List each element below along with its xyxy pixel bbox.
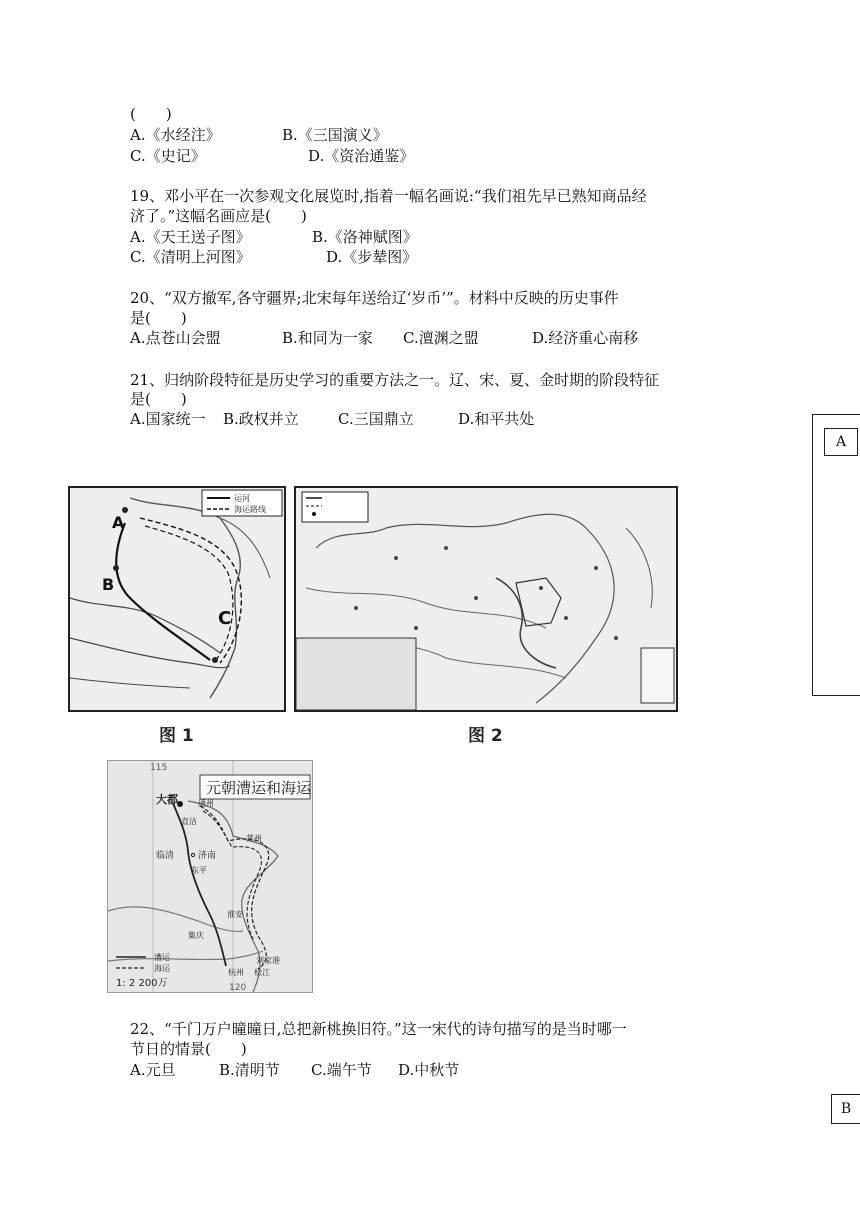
figure-3-place-dongping: 东平	[191, 866, 207, 875]
figure-3-place-songjiang: 松江	[254, 968, 270, 977]
figure-1-map	[68, 486, 286, 712]
q22-stem-line2: 节日的情景( )	[130, 1040, 247, 1058]
q20-option-d: D.经济重心南移	[532, 329, 639, 347]
q18-option-d: D.《资治通鉴》	[308, 147, 415, 165]
side-tag-a: A	[824, 428, 858, 456]
q20-stem-line2: 是( )	[130, 309, 187, 327]
figure-2-caption: 图 2	[468, 726, 503, 746]
figure-3-lon-120: 120	[229, 983, 247, 992]
figure-1-label-c: C	[218, 608, 232, 629]
q18-stem-tail: ( )	[130, 105, 172, 123]
q22-option-c: C.端午节	[311, 1061, 372, 1079]
figure-3-title: 元朝漕运和海运	[206, 779, 312, 797]
figure-2-map	[294, 486, 678, 712]
q20-option-b: B.和同为一家	[282, 329, 373, 347]
figure-1-legend-canal: 运河	[234, 494, 250, 503]
side-box-a	[812, 414, 860, 696]
figure-3-place-zhigu: 直沽	[181, 817, 197, 826]
q21-option-a: A.国家统一	[130, 410, 206, 428]
side-tag-b: B	[831, 1094, 860, 1124]
q20-option-c: C.澶渊之盟	[403, 329, 479, 347]
q20-stem-line1: 20、“双方撤军,各守疆界;北宋每年送给辽‘岁币’”。材料中反映的历史事件	[130, 289, 619, 307]
q20-option-a: A.点苍山会盟	[130, 329, 221, 347]
figure-3-legend-canal: 漕运	[154, 953, 170, 962]
figure-3-place-hangzhou: 杭州	[228, 968, 244, 977]
q19-stem-line2: 济了。”这幅名画应是( )	[130, 207, 307, 225]
figure-1-caption: 图 1	[159, 726, 194, 746]
figure-3-place-tongzhou: 通州	[198, 799, 214, 808]
q21-option-b: B.政权并立	[223, 410, 299, 428]
figure-1-map-drawing	[70, 488, 284, 710]
figure-3-scale: 1: 2 200万	[116, 978, 168, 989]
q22-option-a: A.元旦	[130, 1061, 176, 1079]
figure-1-label-b: B	[102, 575, 115, 594]
q19-option-c: C.《清明上河图》	[130, 248, 251, 266]
q21-option-c: C.三国鼎立	[338, 410, 414, 428]
q18-option-b: B.《三国演义》	[282, 126, 388, 144]
q21-option-d: D.和平共处	[458, 410, 535, 428]
figure-3-place-jiqing: 集庆	[188, 931, 204, 940]
q22-option-b: B.清明节	[219, 1061, 280, 1079]
figure-1-legend-sea-route: 海运路线	[234, 505, 266, 514]
figure-3-place-linqing: 临清	[156, 851, 175, 861]
q18-option-a: A.《水经注》	[130, 126, 221, 144]
q19-option-d: D.《步辇图》	[326, 248, 418, 266]
figure-3-place-laizhou: 莱州	[246, 834, 262, 843]
figure-3-place-jinan: 济南	[198, 851, 217, 861]
figure-3-legend-sea: 海运	[154, 964, 170, 973]
figure-2-map-drawing	[296, 488, 676, 710]
figure-3-lon-115: 115	[150, 763, 168, 773]
q19-option-a: A.《天王送子图》	[130, 228, 251, 246]
q21-stem-line2: 是( )	[130, 390, 187, 408]
q22-option-d: D.中秋节	[398, 1061, 460, 1079]
q18-option-c: C.《史记》	[130, 147, 206, 165]
figure-3-place-liujiagang: 刘家港	[256, 956, 280, 965]
q21-stem-line1: 21、归纳阶段特征是历史学习的重要方法之一。辽、宋、夏、金时期的阶段特征	[130, 371, 660, 389]
figure-1-label-a: A	[112, 513, 125, 532]
q22-stem-line1: 22、“千门万户曈曈日,总把新桃换旧符。”这一宋代的诗句描写的是当时哪一	[130, 1020, 627, 1038]
figure-3-map	[107, 760, 313, 993]
q19-option-b: B.《洛神赋图》	[312, 228, 418, 246]
figure-3-map-drawing	[108, 761, 312, 992]
q19-stem-line1: 19、邓小平在一次参观文化展览时,指着一幅名画说:“我们祖先早已熟知商品经	[130, 187, 647, 205]
figure-3-place-dadu: 大都	[156, 793, 178, 806]
figure-3-place-huaian: 淮安	[227, 910, 243, 919]
